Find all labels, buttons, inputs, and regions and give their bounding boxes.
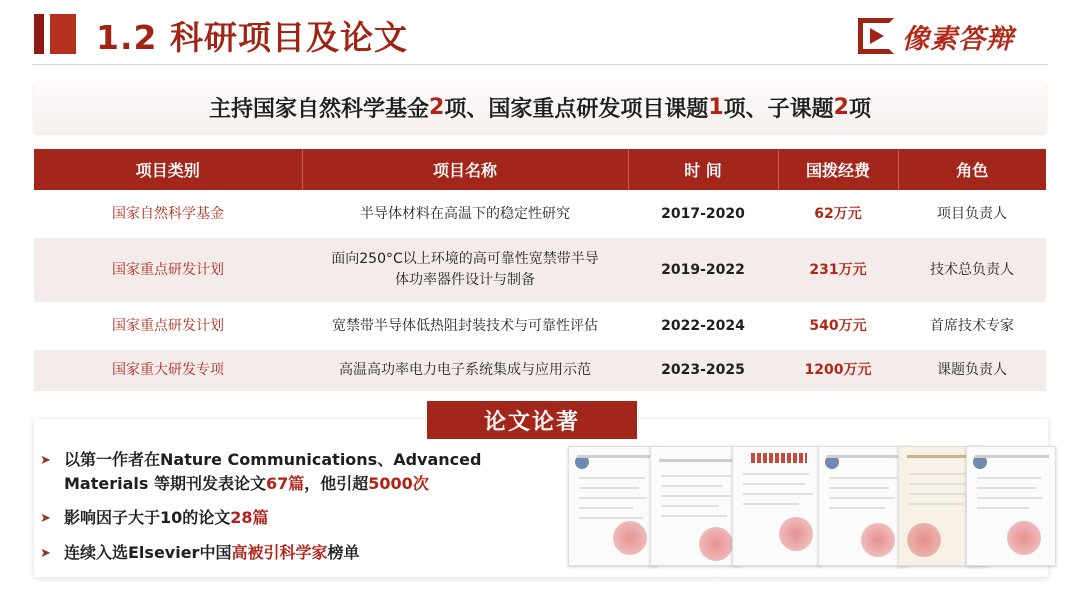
project-name: 半导体材料在高温下的稳定性研究 — [302, 190, 628, 238]
table-row — [34, 190, 1046, 238]
summary-text: 项 — [848, 96, 871, 122]
bullet-highlight: 高被引科学家 — [231, 543, 328, 562]
arrow-bullet-icon: ➤ — [40, 546, 51, 561]
page-title: 1.2 科研项目及论文 — [96, 18, 408, 57]
list-item — [40, 541, 520, 566]
column-header-period: 时 间 — [628, 149, 778, 190]
project-category: 国家重点研发计划 — [34, 302, 302, 350]
summary-count: 2 — [429, 94, 445, 120]
title-accent-bar — [34, 14, 76, 54]
papers-section-badge: 论文论著 — [427, 401, 637, 439]
certificate-thumbnails — [568, 446, 1038, 568]
bullet-text-part: 榜单 — [327, 543, 360, 562]
table-row — [34, 302, 1046, 350]
summary-count: 2 — [833, 94, 849, 120]
brand-logo — [858, 16, 1014, 56]
list-item — [40, 448, 520, 496]
table-row — [34, 350, 1046, 391]
logo-text: 像素答辩 — [902, 23, 1014, 55]
logo-icon — [858, 18, 894, 54]
paper-thumbnail — [818, 446, 908, 566]
project-period: 2017-2020 — [628, 190, 778, 238]
project-name-line: 体功率器件设计与制备 — [395, 272, 535, 288]
table-row — [34, 238, 1046, 302]
bullet-highlight: 28篇 — [230, 508, 269, 527]
project-funding: 62万元 — [778, 190, 898, 238]
column-header-funding: 国拨经费 — [778, 149, 898, 190]
project-period: 2019-2022 — [628, 238, 778, 302]
project-funding: 231万元 — [778, 238, 898, 302]
bullet-text — [64, 506, 269, 530]
papers-bullet-list — [40, 448, 520, 576]
summary-text: 项、国家重点研发项目课题 — [444, 96, 709, 122]
project-name — [302, 238, 628, 302]
column-header-name: 项目名称 — [302, 149, 628, 190]
column-header-role: 角色 — [898, 149, 1046, 190]
project-name: 高温高功率电力电子系统集成与应用示范 — [302, 350, 628, 391]
arrow-bullet-icon: ➤ — [40, 511, 51, 526]
project-period: 2023-2025 — [628, 350, 778, 391]
bullet-text-part: 以第一作者在Nature Communications、Advanced Materials 等期刊发表论文 — [64, 450, 482, 493]
project-category: 国家自然科学基金 — [34, 190, 302, 238]
project-role: 首席技术专家 — [898, 302, 1046, 350]
project-category: 国家重大研发专项 — [34, 350, 302, 391]
paper-thumbnail — [650, 446, 740, 566]
project-funding: 1200万元 — [778, 350, 898, 391]
paper-thumbnail — [732, 446, 822, 566]
project-role: 项目负责人 — [898, 190, 1046, 238]
project-role: 课题负责人 — [898, 350, 1046, 391]
project-role: 技术总负责人 — [898, 238, 1046, 302]
list-item — [40, 506, 520, 531]
summary-text: 主持国家自然科学基金 — [209, 96, 430, 122]
project-name: 宽禁带半导体低热阻封装技术与可靠性评估 — [302, 302, 628, 350]
bullet-highlight: 67篇 — [265, 474, 305, 493]
project-period: 2022-2024 — [628, 302, 778, 350]
project-category: 国家重点研发计划 — [34, 238, 302, 302]
paper-thumbnail — [568, 446, 658, 566]
arrow-bullet-icon: ➤ — [40, 453, 51, 468]
summary-text: 项、子课题 — [723, 96, 834, 122]
column-header-category: 项目类别 — [34, 149, 302, 190]
project-funding: 540万元 — [778, 302, 898, 350]
bullet-highlight: 5000次 — [368, 474, 429, 493]
bullet-text-part: 连续入选Elsevier中国 — [64, 543, 232, 562]
table-header-row — [34, 149, 1046, 190]
bullet-text-part: ，他引超 — [304, 474, 369, 493]
paper-thumbnail — [966, 446, 1056, 566]
header-divider — [32, 64, 1048, 65]
bullet-text-part: 影响因子大于10的论文 — [64, 508, 231, 527]
bullet-text — [64, 541, 359, 565]
bullet-text — [64, 448, 520, 496]
summary-banner — [34, 81, 1046, 133]
summary-count: 1 — [708, 94, 724, 120]
project-name-line: 面向250°C以上环境的高可靠性宽禁带半导 — [331, 251, 599, 267]
projects-table — [34, 149, 1046, 391]
